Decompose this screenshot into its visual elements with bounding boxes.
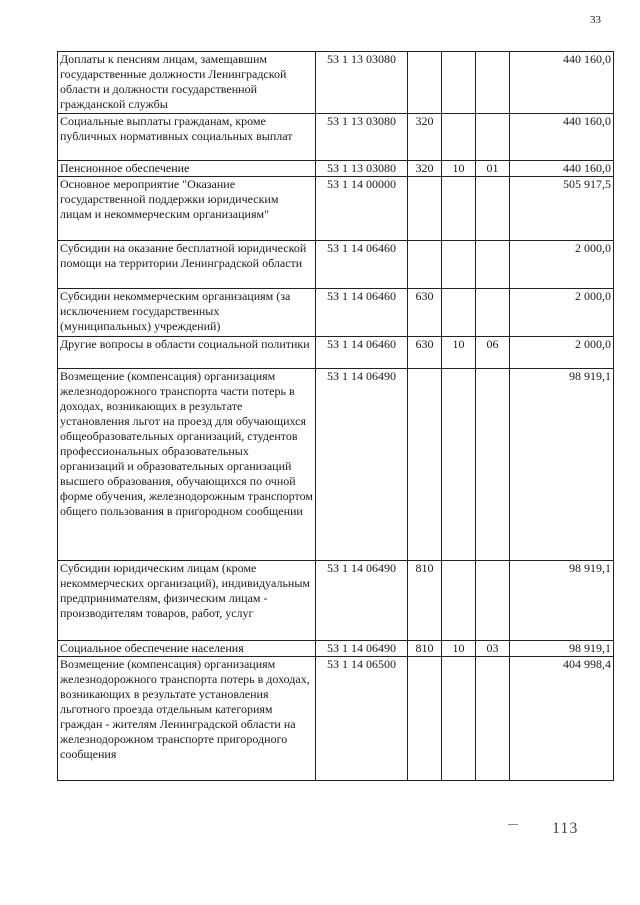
row-expense-type <box>408 241 442 289</box>
row-subsection: 01 <box>476 161 510 177</box>
row-amount: 98 919,1 <box>510 561 614 641</box>
row-amount: 2 000,0 <box>510 289 614 337</box>
row-expense-type: 810 <box>408 561 442 641</box>
row-subsection <box>476 52 510 114</box>
row-target-code: 53 1 14 06460 <box>316 289 408 337</box>
row-section: 10 <box>442 641 476 657</box>
footer-page-mark: 113 <box>552 820 579 837</box>
table-row <box>58 337 614 369</box>
row-expense-type <box>408 369 442 561</box>
table-row <box>58 561 614 641</box>
page-number: 33 <box>590 14 601 26</box>
row-name: Субсидии на оказание бесплатной юридической помощи на территории Ленинградской области <box>58 241 316 289</box>
row-expense-type <box>408 657 442 781</box>
row-name: Другие вопросы в области социальной политики <box>58 337 316 369</box>
row-target-code: 53 1 14 06460 <box>316 337 408 369</box>
row-section <box>442 289 476 337</box>
row-section <box>442 369 476 561</box>
row-subsection <box>476 289 510 337</box>
row-amount: 440 160,0 <box>510 52 614 114</box>
row-name: Субсидии некоммерческим организациям (за исключением государственных (муниципальных) учреждений) <box>58 289 316 337</box>
row-amount: 440 160,0 <box>510 161 614 177</box>
row-expense-type: 810 <box>408 641 442 657</box>
row-name: Возмещение (компенсация) организациям железнодорожного транспорта потерь в доходах, возникающих в результате установления льготного проезда отдельным категориям граждан - жителям Ленинградской области на железнодорожном транспорте пригородного сообщения <box>58 657 316 781</box>
row-amount: 404 998,4 <box>510 657 614 781</box>
row-amount: 2 000,0 <box>510 241 614 289</box>
row-amount: 505 917,5 <box>510 177 614 241</box>
row-amount: 98 919,1 <box>510 369 614 561</box>
row-section <box>442 561 476 641</box>
row-expense-type <box>408 177 442 241</box>
row-expense-type: 630 <box>408 289 442 337</box>
row-name: Основное мероприятие "Оказание государственной поддержки юридическим лицам и некоммерческим организациям" <box>58 177 316 241</box>
row-amount: 2 000,0 <box>510 337 614 369</box>
row-subsection <box>476 114 510 161</box>
row-target-code: 53 1 14 06490 <box>316 369 408 561</box>
row-section <box>442 177 476 241</box>
row-name: Социальные выплаты гражданам, кроме публичных нормативных социальных выплат <box>58 114 316 161</box>
table-row <box>58 177 614 241</box>
table-row <box>58 657 614 781</box>
row-section <box>442 241 476 289</box>
row-target-code: 53 1 14 06460 <box>316 241 408 289</box>
row-expense-type: 320 <box>408 161 442 177</box>
row-section <box>442 114 476 161</box>
row-target-code: 53 1 13 03080 <box>316 52 408 114</box>
row-section: 10 <box>442 337 476 369</box>
row-section: 10 <box>442 161 476 177</box>
row-expense-type <box>408 52 442 114</box>
row-target-code: 53 1 13 03080 <box>316 114 408 161</box>
table-row <box>58 369 614 561</box>
table-row <box>58 641 614 657</box>
footer-dash <box>508 824 518 825</box>
table-row <box>58 161 614 177</box>
row-target-code: 53 1 14 06500 <box>316 657 408 781</box>
table-row <box>58 289 614 337</box>
budget-table <box>57 51 614 781</box>
row-subsection <box>476 657 510 781</box>
table-row <box>58 114 614 161</box>
row-target-code: 53 1 14 06490 <box>316 561 408 641</box>
row-expense-type: 320 <box>408 114 442 161</box>
row-name: Возмещение (компенсация) организациям железнодорожного транспорта части потерь в доходах, возникающих в результате установления льгот на проезд для обучающихся общеобразовательных организаций, студентов профессиональных образовательных организаций и образовательных организаций высшего образования, обучающихся по очной форме обучения, железнодорожным транспортом общего пользования в пригородном сообщении <box>58 369 316 561</box>
row-name: Доплаты к пенсиям лицам, замещавшим государственные должности Ленинградской области и должности государственной гражданской службы <box>58 52 316 114</box>
row-target-code: 53 1 14 06490 <box>316 641 408 657</box>
row-section <box>442 52 476 114</box>
row-subsection <box>476 369 510 561</box>
row-target-code: 53 1 14 00000 <box>316 177 408 241</box>
row-expense-type: 630 <box>408 337 442 369</box>
row-amount: 440 160,0 <box>510 114 614 161</box>
row-amount: 98 919,1 <box>510 641 614 657</box>
row-section <box>442 657 476 781</box>
table-row <box>58 241 614 289</box>
row-subsection <box>476 561 510 641</box>
row-subsection: 06 <box>476 337 510 369</box>
row-name: Субсидии юридическим лицам (кроме некоммерческих организаций), индивидуальным предпринимателям, физическим лицам - производителям товаров, работ, услуг <box>58 561 316 641</box>
row-target-code: 53 1 13 03080 <box>316 161 408 177</box>
table-row <box>58 52 614 114</box>
row-subsection <box>476 241 510 289</box>
row-name: Социальное обеспечение населения <box>58 641 316 657</box>
row-subsection: 03 <box>476 641 510 657</box>
row-name: Пенсионное обеспечение <box>58 161 316 177</box>
row-subsection <box>476 177 510 241</box>
